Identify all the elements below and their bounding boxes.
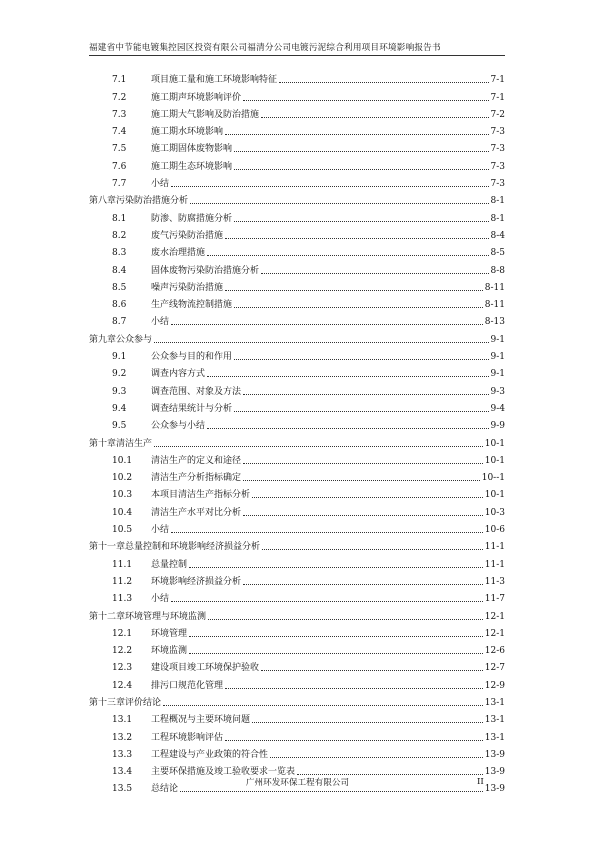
toc-chapter-entry[interactable]: [89, 328, 505, 345]
toc-dot-leader: [207, 255, 488, 256]
toc-section-entry[interactable]: [89, 744, 505, 761]
toc-section-number: 8.5: [112, 282, 127, 293]
toc-dot-leader: [261, 117, 488, 118]
toc-section-number: 9.1: [112, 352, 127, 363]
toc-dot-leader: [234, 307, 483, 308]
toc-section-entry[interactable]: [89, 104, 505, 121]
toc-page-number: 9-1: [490, 369, 505, 380]
toc-section-number: 8.2: [112, 230, 127, 241]
toc-entry-title: 工程建设与产业政策的符合性: [151, 749, 269, 760]
toc-chapter-entry[interactable]: [89, 190, 505, 207]
toc-dot-leader: [207, 428, 488, 429]
toc-section-number: 12.2: [112, 646, 133, 657]
document-header: 福建省中节能电镀集控园区投资有限公司福清分公司电镀污泥综合利用项目环境影响报告书: [89, 43, 441, 53]
toc-page-number: 8-13: [484, 317, 505, 328]
toc-entry-title: 清洁生产分析指标确定: [151, 473, 242, 484]
toc-dot-leader: [225, 134, 488, 135]
toc-section-number: 9.2: [112, 369, 127, 380]
toc-section-number: 10.3: [112, 490, 133, 501]
toc-dot-leader: [279, 82, 488, 83]
toc-section-entry[interactable]: [89, 207, 505, 224]
toc-dot-leader: [171, 532, 483, 533]
toc-entry-title: 本项目清洁生产指标分析: [151, 490, 251, 501]
toc-page-number: 12-7: [484, 663, 505, 674]
toc-page-number: 13-9: [484, 784, 505, 795]
toc-entry-title: 主要环保措施及竣工验收要求一览表: [151, 767, 296, 778]
toc-entry-title: 清洁生产水平对比分析: [151, 507, 242, 518]
toc-entry-title: 清洁生产的定义和途径: [151, 455, 242, 466]
toc-page-number: 8-4: [490, 230, 505, 241]
toc-dot-leader: [234, 411, 488, 412]
toc-page-number: 11-3: [484, 576, 505, 587]
toc-page-number: 7-3: [490, 161, 505, 172]
toc-dot-leader: [163, 705, 483, 706]
toc-page-number: 11-1: [484, 542, 505, 553]
toc-entry-title: 排污口规范化管理: [151, 680, 224, 691]
toc-entry-title: 项目施工量和施工环境影响特征: [151, 75, 278, 86]
toc-section-entry[interactable]: [89, 138, 505, 155]
toc-section-entry[interactable]: [89, 294, 505, 311]
toc-page-number: 9-1: [490, 334, 505, 345]
toc-entry-title: 调查范围、对象及方法: [151, 386, 242, 397]
toc-dot-leader: [270, 757, 483, 758]
toc-section-entry[interactable]: [89, 501, 505, 518]
toc-entry-title: 公众参与小结: [151, 421, 206, 432]
toc-dot-leader: [171, 324, 483, 325]
toc-dot-leader: [154, 446, 483, 447]
toc-section-number: 12.1: [112, 628, 133, 639]
toc-page-number: 12-9: [484, 680, 505, 691]
toc-section-entry[interactable]: [89, 311, 505, 328]
toc-section-entry[interactable]: [89, 380, 505, 397]
toc-section-number: 7.2: [112, 92, 127, 103]
toc-section-number: 13.4: [112, 767, 133, 778]
toc-entry-title: 小结: [151, 317, 170, 328]
toc-entry-title: 废气污染防治措施: [151, 230, 224, 241]
toc-page-number: 7-3: [490, 179, 505, 190]
toc-entry-title: 小结: [151, 594, 170, 605]
toc-section-number: 8.4: [112, 265, 127, 276]
toc-entry-title: 第十章清洁生产: [89, 438, 153, 449]
toc-section-number: 12.3: [112, 663, 133, 674]
toc-section-entry[interactable]: [89, 398, 505, 415]
toc-page-number: 7-1: [490, 92, 505, 103]
toc-page-number: 10--1: [481, 473, 505, 484]
toc-page-number: 7-3: [490, 127, 505, 138]
toc-entry-title: 噪声污染防治措施: [151, 282, 224, 293]
toc-chapter-entry[interactable]: [89, 605, 505, 622]
toc-page-number: 9-4: [490, 403, 505, 414]
page-number: II: [477, 777, 484, 787]
toc-dot-leader: [189, 567, 483, 568]
toc-dot-leader: [261, 670, 483, 671]
toc-entry-title: 施工期水环境影响: [151, 127, 224, 138]
toc-dot-leader: [225, 290, 483, 291]
toc-section-number: 10.5: [112, 525, 133, 536]
header-rule: [89, 55, 505, 56]
toc-page-number: 8-5: [490, 248, 505, 259]
toc-dot-leader: [225, 688, 483, 689]
toc-section-number: 11.2: [112, 576, 133, 587]
toc-page-number: 10-6: [484, 525, 505, 536]
toc-entry-title: 第十二章环境管理与环境监测: [89, 611, 207, 622]
toc-dot-leader: [243, 480, 480, 481]
toc-section-number: 7.1: [112, 75, 127, 86]
toc-section-entry[interactable]: [89, 259, 505, 276]
toc-section-number: 13.2: [112, 732, 133, 743]
toc-entry-title: 小结: [151, 179, 170, 190]
toc-section-entry[interactable]: [89, 86, 505, 103]
toc-section-entry[interactable]: [89, 467, 505, 484]
toc-dot-leader: [234, 169, 488, 170]
toc-section-number: 7.7: [112, 179, 127, 190]
toc-dot-leader: [180, 791, 483, 792]
toc-page-number: 13-1: [484, 697, 505, 708]
toc-section-number: 7.5: [112, 144, 127, 155]
toc-entry-title: 第十三章评价结论: [89, 697, 162, 708]
toc-dot-leader: [243, 394, 488, 395]
toc-chapter-entry[interactable]: [89, 432, 505, 449]
toc-page-number: 8-1: [490, 213, 505, 224]
toc-dot-leader: [171, 186, 488, 187]
toc-entry-title: 生产线物流控制措施: [151, 300, 233, 311]
toc-section-number: 11.3: [112, 594, 133, 605]
toc-section-entry[interactable]: [89, 726, 505, 743]
toc-dot-leader: [252, 722, 483, 723]
toc-section-number: 9.3: [112, 386, 127, 397]
toc-dot-leader: [243, 100, 488, 101]
toc-dot-leader: [207, 376, 488, 377]
toc-section-entry[interactable]: [89, 346, 505, 363]
toc-page-number: 12-1: [484, 628, 505, 639]
toc-page-number: 10-1: [484, 438, 505, 449]
toc-page-number: 8-11: [484, 282, 505, 293]
toc-entry-title: 环境影响经济损益分析: [151, 576, 242, 587]
toc-page-number: 8-11: [484, 300, 505, 311]
toc-dot-leader: [252, 497, 483, 498]
toc-dot-leader: [243, 584, 483, 585]
toc-section-number: 7.4: [112, 127, 127, 138]
toc-section-entry[interactable]: [89, 155, 505, 172]
toc-entry-title: 公众参与目的和作用: [151, 352, 233, 363]
toc-page-number: 12-6: [484, 646, 505, 657]
toc-page-number: 10-3: [484, 507, 505, 518]
toc-section-entry[interactable]: [89, 277, 505, 294]
toc-dot-leader: [243, 515, 483, 516]
toc-entry-title: 总量控制: [151, 559, 188, 570]
toc-dot-leader: [189, 636, 483, 637]
toc-section-number: 8.6: [112, 300, 127, 311]
toc-section-entry[interactable]: [89, 69, 505, 86]
toc-section-entry[interactable]: [89, 657, 505, 674]
toc-dot-leader: [171, 601, 483, 602]
toc-page-number: 13-9: [484, 767, 505, 778]
toc-page-number: 13-1: [484, 715, 505, 726]
footer-company: 广州环发环保工程有限公司: [245, 778, 350, 788]
toc-section-entry[interactable]: [89, 640, 505, 657]
toc-entry-title: 固体废物污染防治措施分析: [151, 265, 260, 276]
toc-section-number: 13.5: [112, 784, 133, 795]
toc-section-entry[interactable]: [89, 450, 505, 467]
toc-page-number: 10-1: [484, 455, 505, 466]
toc-page-number: 11-7: [484, 594, 505, 605]
toc-section-number: 7.3: [112, 109, 127, 120]
toc-section-number: 10.4: [112, 507, 133, 518]
toc-page-number: 13-9: [484, 749, 505, 760]
toc-section-number: 9.5: [112, 421, 127, 432]
toc-entry-title: 第八章污染防治措施分析: [89, 196, 189, 207]
toc-entry-title: 第十一章总量控制和环境影响经济损益分析: [89, 542, 261, 553]
toc-page-number: 10-1: [484, 490, 505, 501]
toc-section-entry[interactable]: [89, 173, 505, 190]
toc-section-entry[interactable]: [89, 623, 505, 640]
toc-page-number: 13-1: [484, 732, 505, 743]
toc-page-number: 8-8: [490, 265, 505, 276]
toc-dot-leader: [225, 238, 488, 239]
toc-page-number: 11-1: [484, 559, 505, 570]
toc-section-number: 13.3: [112, 749, 133, 760]
toc-entry-title: 调查结果统计与分析: [151, 403, 233, 414]
toc-section-entry[interactable]: [89, 571, 505, 588]
toc-entry-title: 施工期大气影响及防治措施: [151, 109, 260, 120]
toc-section-entry[interactable]: [89, 415, 505, 432]
toc-page-number: 9-3: [490, 386, 505, 397]
toc-entry-title: 工程概况与主要环境问题: [151, 715, 251, 726]
toc-entry-title: 第九章公众参与: [89, 334, 153, 345]
toc-section-number: 13.1: [112, 715, 133, 726]
toc-entry-title: 施工期固体废物影响: [151, 144, 233, 155]
toc-section-number: 12.4: [112, 680, 133, 691]
toc-section-entry[interactable]: [89, 242, 505, 259]
toc-section-entry[interactable]: [89, 588, 505, 605]
toc-section-number: 8.7: [112, 317, 127, 328]
toc-dot-leader: [208, 619, 483, 620]
toc-dot-leader: [190, 203, 488, 204]
toc-section-entry[interactable]: [89, 553, 505, 570]
toc-entry-title: 施工期声环境影响评价: [151, 92, 242, 103]
toc-section-entry[interactable]: [89, 674, 505, 691]
toc-section-number: 9.4: [112, 403, 127, 414]
toc-entry-title: 废水治理措施: [151, 248, 206, 259]
toc-entry-title: 小结: [151, 525, 170, 536]
toc-dot-leader: [189, 653, 483, 654]
toc-dot-leader: [234, 359, 488, 360]
toc-page-number: 7-2: [490, 109, 505, 120]
toc-section-entry[interactable]: [89, 519, 505, 536]
toc-page-number: 12-1: [484, 611, 505, 622]
toc-page-number: 7-1: [490, 75, 505, 86]
toc-section-entry[interactable]: [89, 225, 505, 242]
table-of-contents: [89, 69, 505, 795]
toc-dot-leader: [243, 463, 483, 464]
toc-page-number: 7-3: [490, 144, 505, 155]
toc-page-number: 9-1: [490, 352, 505, 363]
toc-page-number: 8-1: [490, 196, 505, 207]
toc-dot-leader: [262, 549, 483, 550]
toc-entry-title: 环境管理: [151, 628, 188, 639]
toc-entry-title: 工程环境影响评估: [151, 732, 224, 743]
toc-entry-title: 调查内容方式: [151, 369, 206, 380]
toc-section-number: 8.3: [112, 248, 127, 259]
toc-section-entry[interactable]: [89, 484, 505, 501]
toc-section-entry[interactable]: [89, 121, 505, 138]
toc-dot-leader: [154, 342, 488, 343]
toc-entry-title: 施工期生态环境影响: [151, 161, 233, 172]
toc-section-number: 8.1: [112, 213, 127, 224]
toc-section-number: 10.2: [112, 473, 133, 484]
toc-entry-title: 防渗、防腐措施分析: [151, 213, 233, 224]
toc-entry-title: 总结论: [151, 784, 179, 795]
toc-section-number: 11.1: [112, 559, 133, 570]
toc-page-number: 9-9: [490, 421, 505, 432]
toc-dot-leader: [261, 273, 488, 274]
toc-entry-title: 环境监测: [151, 646, 188, 657]
toc-section-number: 7.6: [112, 161, 127, 172]
toc-section-entry[interactable]: [89, 709, 505, 726]
toc-section-entry[interactable]: [89, 363, 505, 380]
toc-entry-title: 建设项目竣工环境保护验收: [151, 663, 260, 674]
toc-dot-leader: [234, 221, 488, 222]
toc-section-number: 10.1: [112, 455, 133, 466]
toc-chapter-entry[interactable]: [89, 692, 505, 709]
toc-dot-leader: [234, 151, 488, 152]
toc-dot-leader: [225, 740, 483, 741]
toc-chapter-entry[interactable]: [89, 536, 505, 553]
